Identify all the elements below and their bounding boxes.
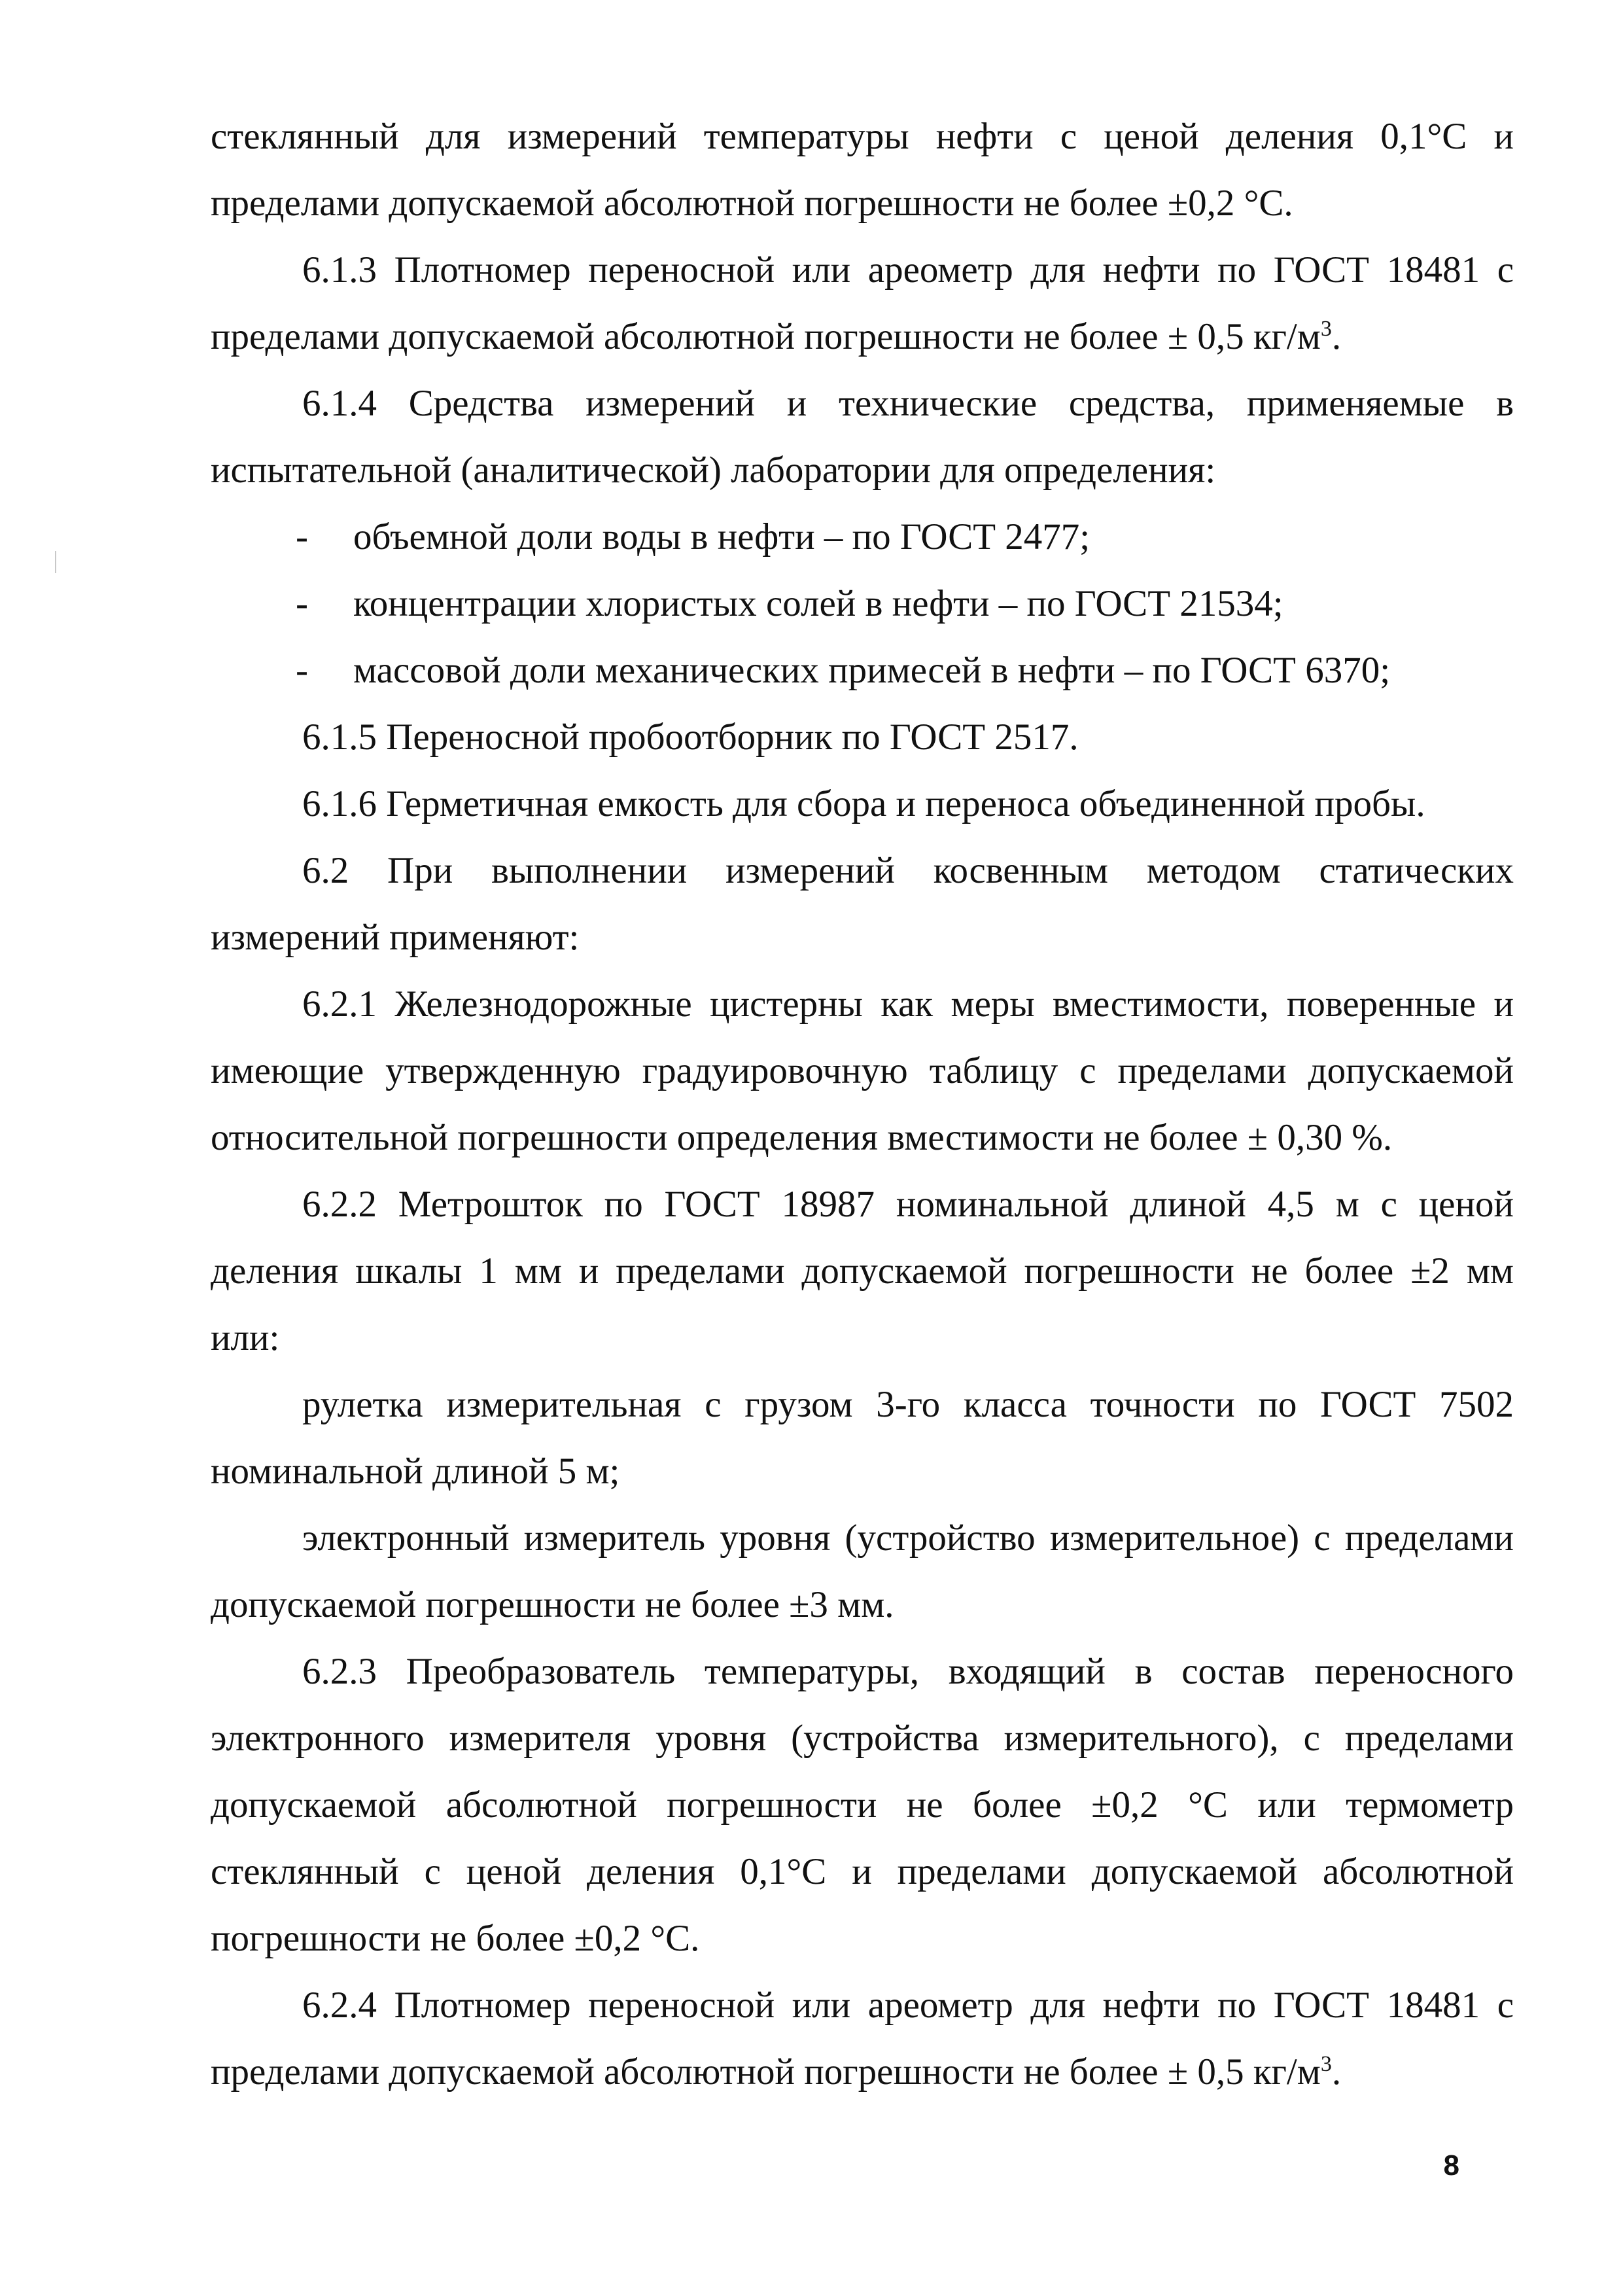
text-line-18: деления шкалы 1 мм и пределами допускаемой погрешности не более ±2 мм [211, 1250, 1514, 1292]
text-line-1: стеклянный для измерений температуры нефти с ценой деления 0,1°С и [211, 116, 1514, 157]
margin-mark [55, 551, 56, 573]
text-line-27: стеклянный с ценой деления 0,1°С и пределами допускаемой абсолютной [211, 1851, 1514, 1892]
section-6-1-3: 6.1.3 Плотномер переносной или ареометр для нефти по ГОСТ 18481 с [302, 249, 1514, 291]
text-line-30: пределами допускаемой абсолютной погрешности не более ± 0,5 $кг/м^3$. [211, 2051, 1342, 2093]
text-line-28: погрешности не более ±0,2 °С. [211, 1918, 700, 1959]
superscript: 3 [1320, 317, 1332, 341]
section-6-1-6: 6.1.6 Герметичная емкость для сбора и переноса объединенной пробы. [302, 783, 1425, 824]
text-line-21: номинальной длиной 5 м; [211, 1451, 620, 1492]
page-number: 8 [1443, 2149, 1459, 2181]
text-line-13: измерений применяют: [211, 917, 580, 958]
list-item: - концентрации хлористых солей в нефти – по ГОСТ 21534; [211, 571, 1514, 637]
section-6-2-3: 6.2.3 Преобразователь температуры, входящий в состав переносного [302, 1651, 1514, 1692]
text-line-19: или: [211, 1317, 280, 1358]
text-line-16: относительной погрешности определения вместимости не более ± 0,30 %. [211, 1117, 1393, 1158]
section-6-1-5: 6.1.5 Переносной пробоотборник по ГОСТ 2517. [302, 716, 1079, 758]
section-6-2-4: 6.2.4 Плотномер переносной или ареометр для нефти по ГОСТ 18481 с [302, 1985, 1514, 2026]
list-dash: - [296, 516, 308, 557]
section-6-2: 6.2 При выполнении измерений косвенным методом статических [302, 850, 1514, 891]
list-dash: - [296, 583, 308, 624]
section-6-1-4: 6.1.4 Средства измерений и технические средства, применяемые в [302, 383, 1514, 424]
text-line-25: электронного измерителя уровня (устройства измерительного), с пределами [211, 1718, 1514, 1759]
list-item: - объемной доли воды в нефти – по ГОСТ 2477; [211, 504, 1514, 571]
document-body [211, 103, 1514, 2106]
text-line-22: электронный измеритель уровня (устройство измерительное) с пределами [302, 1517, 1514, 1559]
superscript: 3 [1320, 2052, 1332, 2076]
section-6-2-1: 6.2.1 Железнодорожные цистерны как меры вместимости, поверенные и [302, 983, 1514, 1025]
text-line-15: имеющие утвержденную градуировочную таблицу с пределами допускаемой [211, 1050, 1514, 1091]
text-line-6: испытательной (аналитической) лаборатории для определения: [211, 450, 1216, 491]
list-item: - массовой доли механических примесей в нефти – по ГОСТ 6370; [211, 637, 1514, 704]
text-line-4: пределами допускаемой абсолютной погрешности не более ± 0,5 $кг/м^3$. [211, 316, 1342, 357]
section-6-2-2: 6.2.2 Метрошток по ГОСТ 18987 номинальной длиной 4,5 м с ценой [302, 1184, 1514, 1225]
text-line-20: рулетка измерительная с грузом 3-го класса точности по ГОСТ 7502 [302, 1384, 1514, 1425]
text-line-23: допускаемой погрешности не более ±3 мм. [211, 1584, 894, 1625]
list-dash: - [296, 650, 308, 691]
text-line-26: допускаемой абсолютной погрешности не более ±0,2 °С или термометр [211, 1784, 1514, 1826]
text-line-2: пределами допускаемой абсолютной погрешности не более ±0,2 °С. [211, 183, 1293, 224]
